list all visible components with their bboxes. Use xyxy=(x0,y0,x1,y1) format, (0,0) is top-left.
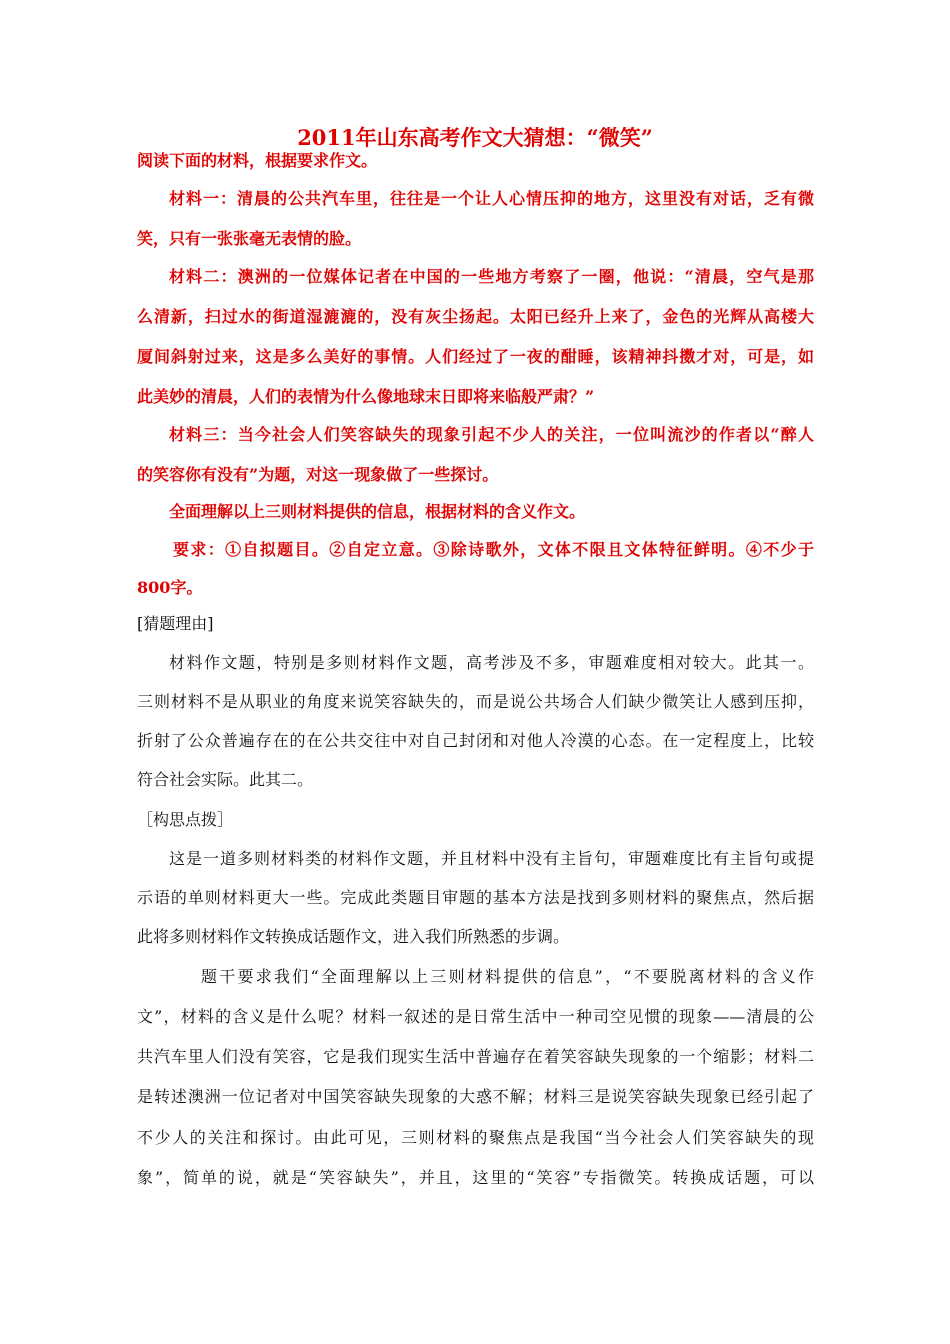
page-title: 2011年山东高考作文大猜想：“微笑” xyxy=(297,125,653,150)
approach-line: 文”，材料的含义是什么呢？材料一叙述的是日常生活中一种司空见惯的现象——清晨的公 xyxy=(137,1007,814,1026)
material-3-line: 的笑容你有没有”为题，对这一现象做了一些探讨。 xyxy=(137,465,499,484)
reason-heading: [猜题理由] xyxy=(137,614,214,633)
approach-line: 题干要求我们“全面理解以上三则材料提供的信息”，“不要脱离材料的含义作 xyxy=(201,967,814,986)
approach-line: 这是一道多则材料类的材料作文题，并且材料中没有主旨句，审题难度比有主旨句或提 xyxy=(169,849,814,868)
reason-line: 三则材料不是从职业的角度来说笑容缺失的，而是说公共场合人们缺少微笑让人感到压抑， xyxy=(137,692,814,711)
prompt-intro: 阅读下面的材料，根据要求作文。 xyxy=(137,151,378,170)
reason-line: 符合社会实际。此其二。 xyxy=(137,770,314,789)
approach-line: 象”，简单的说，就是“笑容缺失”，并且，这里的“笑容”专指微笑。转换成话题，可以 xyxy=(137,1168,814,1187)
material-3-line: 材料三：当今社会人们笑容缺失的现象引起不少人的关注，一位叫流沙的作者以“醉人 xyxy=(169,425,814,444)
approach-line: 此将多则材料作文转换成话题作文，进入我们所熟悉的步调。 xyxy=(137,927,570,946)
material-2-line: 厦间斜射过来，这是多么美好的事情。人们经过了一夜的酣睡，该精神抖擞才对，可是，如 xyxy=(137,347,814,366)
approach-line: 共汽车里人们没有笑容，它是我们现实生活中普遍存在着笑容缺失现象的一个缩影；材料二 xyxy=(137,1047,814,1066)
requirements-line: 800字。 xyxy=(137,578,203,597)
prompt-instruction: 全面理解以上三则材料提供的信息，根据材料的含义作文。 xyxy=(169,502,586,521)
material-1-line: 材料一：清晨的公共汽车里，往往是一个让人心情压抑的地方，这里没有对话，乏有微 xyxy=(169,189,814,208)
material-1-line: 笑，只有一张张毫无表情的脸。 xyxy=(137,229,362,248)
requirements-line: 要求：①自拟题目。②自定立意。③除诗歌外，文体不限且文体特征鲜明。④不少于 xyxy=(173,540,814,559)
reason-line: 折射了公众普遍存在的在公共交往中对自己封闭和对他人冷漠的心态。在一定程度上，比较 xyxy=(137,731,814,750)
approach-heading: ［构思点拨］ xyxy=(137,810,234,829)
approach-line: 是转述澳洲一位记者对中国笑容缺失现象的大惑不解；材料三是说笑容缺失现象已经引起了 xyxy=(137,1087,814,1106)
approach-line: 不少人的关注和探讨。由此可见，三则材料的聚焦点是我国“当今社会人们笑容缺失的现 xyxy=(137,1128,814,1147)
material-2-line: 材料二：澳洲的一位媒体记者在中国的一些地方考察了一圈，他说：“清晨，空气是那 xyxy=(169,267,814,286)
reason-line: 材料作文题，特别是多则材料作文题，高考涉及不多，审题难度相对较大。此其一。 xyxy=(169,653,814,672)
material-2-line: 此美妙的清晨，人们的表情为什么像地球末日即将来临般严肃？” xyxy=(137,387,595,406)
material-2-line: 么清新，扫过水的街道湿漉漉的，没有灰尘扬起。太阳已经升上来了，金色的光辉从高楼大 xyxy=(137,307,814,326)
approach-line: 示语的单则材料更大一些。完成此类题目审题的基本方法是找到多则材料的聚焦点，然后据 xyxy=(137,888,814,907)
